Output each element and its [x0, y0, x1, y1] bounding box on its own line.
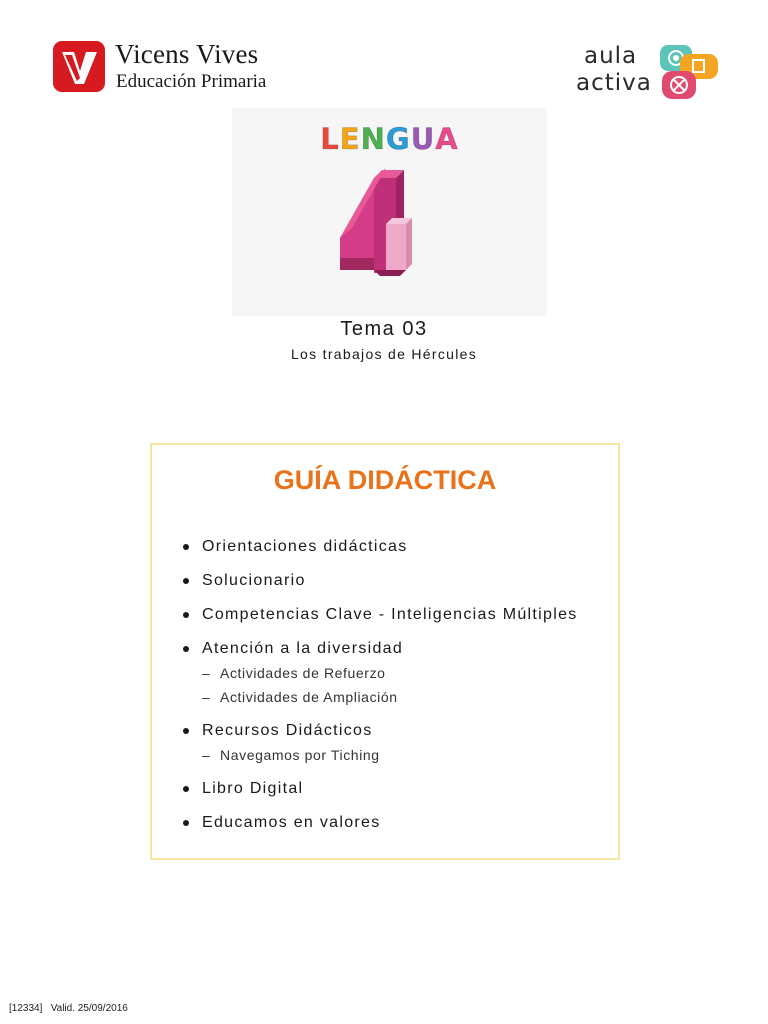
platform-name-line2: activa	[576, 70, 652, 96]
guide-contents-box	[150, 443, 620, 860]
guide-list-item-label: Competencias Clave - Inteligencias Múltiples	[202, 606, 578, 623]
guide-list-item-label: Recursos Didácticos	[202, 722, 373, 739]
guide-contents-list	[182, 535, 612, 835]
guide-list-item-label: Libro Digital	[202, 780, 304, 797]
subject-title-letter: N	[360, 122, 386, 156]
validity-date: Valid. 25/09/2016	[50, 1003, 128, 1014]
subject-title-letter: A	[435, 122, 459, 156]
guide-list-item	[182, 811, 612, 835]
cover-image	[232, 108, 547, 316]
dash-icon: –	[202, 665, 211, 681]
guide-list-item-label: Educamos en valores	[202, 814, 381, 831]
bullet-icon	[183, 612, 189, 618]
guide-list-subitem-label: Actividades de Ampliación	[220, 689, 398, 705]
subject-title-letter: E	[339, 122, 361, 156]
guide-list-subitem-label: Actividades de Refuerzo	[220, 665, 386, 681]
guide-list-item	[182, 569, 612, 593]
subject-title-letter: L	[320, 122, 340, 156]
subject-title-letter: G	[385, 122, 411, 156]
dash-icon: –	[202, 747, 211, 763]
aula-activa-icon	[656, 43, 722, 103]
publisher-name: Vicens Vives	[115, 39, 259, 69]
guide-list-subitem	[182, 685, 612, 709]
guide-list-item-label: Solucionario	[202, 572, 306, 589]
bullet-icon	[183, 544, 189, 550]
unit-subtitle: Los trabajos de Hércules	[290, 346, 478, 362]
guide-list-subitem	[182, 661, 612, 685]
guide-list-item-label: Orientaciones didácticas	[202, 538, 408, 555]
subject-title	[232, 122, 547, 156]
publisher-logo	[53, 41, 293, 93]
platform-logo	[574, 43, 724, 103]
bullet-icon	[183, 728, 189, 734]
guide-list-item-label: Atención a la diversidad	[202, 640, 404, 657]
guide-list-subitem-label: Navegamos por Tiching	[220, 747, 380, 763]
bullet-icon	[183, 820, 189, 826]
dash-icon: –	[202, 689, 211, 705]
document-code: [12334]	[9, 1003, 43, 1014]
guide-list-item	[182, 535, 612, 559]
publisher-subtitle: Educación Primaria	[116, 71, 267, 92]
guide-list-item	[182, 777, 612, 801]
footer-note	[9, 1003, 128, 1014]
guide-list-subitem	[182, 743, 612, 767]
unit-title: Tema 03	[340, 318, 428, 340]
bullet-icon	[183, 786, 189, 792]
vicens-vives-mark-icon	[53, 41, 105, 92]
grade-number-graphic	[330, 168, 430, 288]
guide-list-item	[182, 719, 612, 743]
subject-title-letter: U	[410, 122, 436, 156]
guide-list-item	[182, 637, 612, 661]
platform-name-line1: aula	[584, 43, 638, 69]
bullet-icon	[183, 578, 189, 584]
guide-list-item	[182, 603, 612, 627]
guide-title: GUÍA DIDÁCTICA	[273, 465, 497, 495]
bullet-icon	[183, 646, 189, 652]
